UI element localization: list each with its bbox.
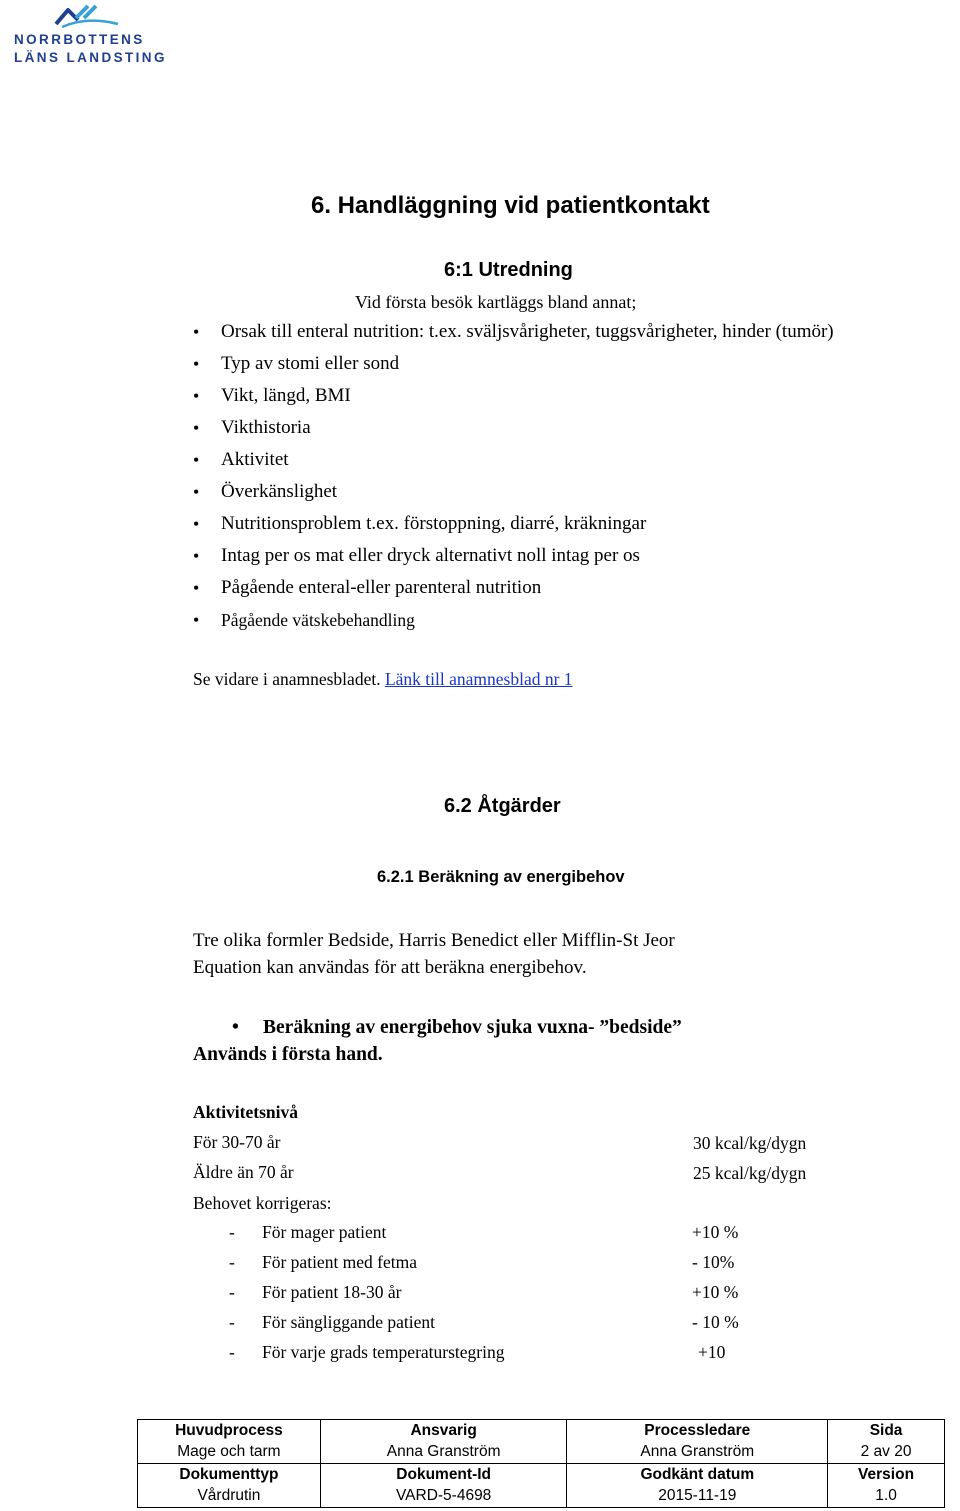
correction-value: - 10% bbox=[692, 1252, 735, 1272]
correction-value: +10 bbox=[698, 1342, 726, 1362]
footer-label: Godkänt datum bbox=[640, 1466, 755, 1483]
correction-value: - 10 % bbox=[692, 1312, 739, 1332]
activity-row-value: 25 kcal/kg/dygn bbox=[693, 1163, 807, 1183]
footer-value: VARD-5-4698 bbox=[395, 1486, 492, 1504]
logo-emblem-icon bbox=[54, 4, 120, 30]
list-item: • Vikt, längd, BMI bbox=[193, 384, 913, 408]
footer-label: Sida bbox=[869, 1422, 903, 1439]
footer-label: Dokument-Id bbox=[396, 1466, 491, 1483]
formula-paragraph-line1: Tre olika formler Bedside, Harris Benedict eller Mifflin-St Jeor bbox=[193, 930, 675, 951]
correction-dash: - bbox=[229, 1312, 235, 1332]
utredning-heading: 6:1 Utredning bbox=[444, 259, 573, 281]
footer-label: Version bbox=[858, 1466, 915, 1483]
list-item: • Pågående vätskebehandling bbox=[193, 608, 913, 632]
activity-heading: Aktivitetsnivå bbox=[193, 1102, 298, 1122]
utredning-intro: Vid första besök kartläggs bland annat; bbox=[355, 292, 637, 312]
footer-cell bbox=[567, 1420, 828, 1464]
footer-value: 2015-11-19 bbox=[658, 1486, 737, 1504]
section-title: 6. Handläggning vid patientkontakt bbox=[311, 192, 710, 219]
correction-value: +10 % bbox=[692, 1282, 739, 1302]
document-footer-table bbox=[137, 1419, 945, 1508]
list-item: • Orsak till enteral nutrition: t.ex. sväljsvårigheter, tuggsvårigheter, hinder (tumör) bbox=[193, 320, 913, 344]
correction-label: För patient med fetma bbox=[262, 1252, 418, 1272]
correction-label: För patient 18-30 år bbox=[262, 1282, 402, 1302]
footer-value: Anna Granström bbox=[386, 1442, 501, 1460]
correction-dash: - bbox=[229, 1282, 235, 1302]
anamnesblad-link[interactable]: Länk till anamnesblad nr 1 bbox=[384, 669, 573, 689]
correction-dash: - bbox=[229, 1252, 235, 1272]
footer-cell bbox=[138, 1464, 321, 1508]
list-item: • Aktivitet bbox=[193, 448, 913, 472]
see-more-text: Se vidare i anamnesbladet. bbox=[193, 669, 381, 689]
footer-cell bbox=[567, 1464, 828, 1508]
footer-value: 1.0 bbox=[875, 1486, 897, 1504]
footer-value: Anna Granström bbox=[640, 1442, 755, 1460]
list-item: • Typ av stomi eller sond bbox=[193, 352, 913, 376]
logo-text-line2: LÄNS LANDSTING bbox=[14, 50, 167, 65]
correction-label: För varje grads temperaturstegring bbox=[262, 1342, 505, 1362]
list-item: • Pågående enteral-eller parenteral nutrition bbox=[193, 576, 913, 600]
table-row bbox=[138, 1420, 945, 1464]
correction-dash: - bbox=[229, 1222, 235, 1242]
bold-bullet-text: Beräkning av energibehov sjuka vuxna- ”bedside” bbox=[263, 1017, 682, 1038]
corrections-label: Behovet korrigeras: bbox=[193, 1193, 332, 1213]
footer-cell bbox=[320, 1464, 567, 1508]
see-more-line bbox=[193, 669, 573, 690]
footer-label: Processledare bbox=[644, 1422, 751, 1439]
footer-value: 2 av 20 bbox=[860, 1442, 912, 1460]
correction-label: För mager patient bbox=[262, 1222, 387, 1242]
formula-paragraph-line2: Equation kan användas för att beräkna energibehov. bbox=[193, 957, 587, 978]
correction-dash: - bbox=[229, 1342, 235, 1362]
list-item: • Nutritionsproblem t.ex. förstoppning, diarré, kräkningar bbox=[193, 512, 913, 536]
footer-cell bbox=[828, 1464, 945, 1508]
footer-label: Huvudprocess bbox=[175, 1422, 283, 1439]
bold-note: Används i första hand. bbox=[193, 1044, 383, 1065]
footer-cell bbox=[320, 1420, 567, 1464]
atgarder-heading: 6.2 Åtgärder bbox=[444, 795, 561, 817]
logo-text-line1: NORRBOTTENS bbox=[14, 32, 145, 47]
list-item: • Vikthistoria bbox=[193, 416, 913, 440]
footer-label: Dokumenttyp bbox=[179, 1466, 279, 1483]
activity-row-value: 30 kcal/kg/dygn bbox=[693, 1133, 807, 1153]
activity-row-label: Äldre än 70 år bbox=[193, 1162, 294, 1182]
bullet-icon: • bbox=[232, 1017, 239, 1038]
footer-cell bbox=[828, 1420, 945, 1464]
energibehov-subheading: 6.2.1 Beräkning av energibehov bbox=[377, 868, 625, 886]
footer-cell bbox=[138, 1420, 321, 1464]
footer-value: Vårdrutin bbox=[197, 1486, 261, 1504]
correction-label: För sängliggande patient bbox=[262, 1312, 436, 1332]
activity-row-label: För 30-70 år bbox=[193, 1132, 281, 1152]
utredning-bullet-list bbox=[193, 320, 913, 640]
list-item: • Intag per os mat eller dryck alternativt noll intag per os bbox=[193, 544, 913, 568]
footer-label: Ansvarig bbox=[410, 1422, 477, 1439]
organization-logo bbox=[14, 4, 167, 66]
table-row bbox=[138, 1464, 945, 1508]
footer-value: Mage och tarm bbox=[177, 1442, 281, 1460]
list-item: • Överkänslighet bbox=[193, 480, 913, 504]
correction-value: +10 % bbox=[692, 1222, 739, 1242]
